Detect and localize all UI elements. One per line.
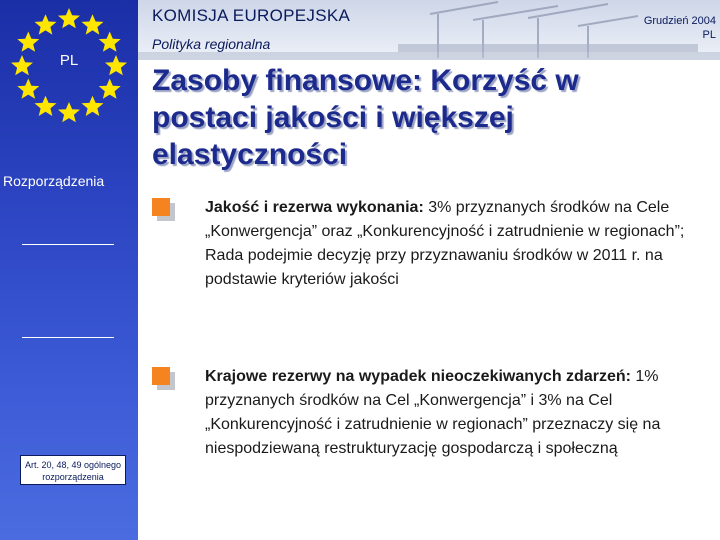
star-icon bbox=[17, 79, 39, 99]
article-reference: Art. 20, 48, 49 ogólnego rozporządzenia bbox=[20, 455, 126, 485]
bullet-heading: Jakość i rezerwa wykonania: bbox=[205, 199, 424, 216]
divider bbox=[22, 244, 114, 245]
department-name: Polityka regionalna bbox=[152, 36, 271, 52]
header-banner bbox=[138, 0, 720, 60]
star-icon bbox=[99, 79, 121, 99]
bullet-square-icon bbox=[152, 198, 176, 222]
language-line: PL bbox=[702, 29, 716, 41]
date-line: Grudzień 2004 bbox=[643, 15, 716, 27]
star-icon bbox=[11, 55, 33, 75]
star-icon bbox=[82, 96, 104, 116]
star-icon bbox=[99, 32, 121, 52]
sidebar bbox=[0, 0, 138, 540]
agency-name: KOMISJA EUROPEJSKA bbox=[152, 6, 351, 25]
bullet-item bbox=[205, 196, 705, 292]
bullet-heading: Krajowe rezerwy na wypadek nieoczekiwanych zdarzeń: bbox=[205, 368, 631, 385]
slide-title: Zasoby finansowe: Korzyść w postaci jakości i większej elastyczności bbox=[152, 64, 579, 171]
bullet-item bbox=[205, 365, 705, 461]
divider bbox=[22, 337, 114, 338]
star-icon bbox=[105, 55, 127, 75]
bullet-body: 1% przyznanych środków na Cel „Konwergencja” i 3% na Cel „Konkurencyjność i zatrudnienie w regionach” przeznaczy się na niespodziewaną restrukturyzację gospodarczą i społeczną bbox=[205, 368, 661, 457]
star-icon bbox=[35, 14, 57, 34]
section-label: Rozporządzenia bbox=[3, 173, 105, 189]
star-icon bbox=[35, 96, 57, 116]
star-icon bbox=[82, 14, 104, 34]
date-label bbox=[644, 14, 716, 42]
star-icon bbox=[58, 8, 80, 28]
language-code: PL bbox=[59, 52, 79, 69]
bullet-square-icon bbox=[152, 367, 176, 391]
bullet-body: 3% przyznanych środków na Cele „Konwergencja” oraz „Konkurencyjność i zatrudnienie w regionach”; Rada podejmie decyzję przy przyznawaniu środków w 2011 r. na podstawie kryteriów jakości bbox=[205, 199, 685, 288]
star-icon bbox=[58, 102, 80, 122]
star-icon bbox=[17, 32, 39, 52]
